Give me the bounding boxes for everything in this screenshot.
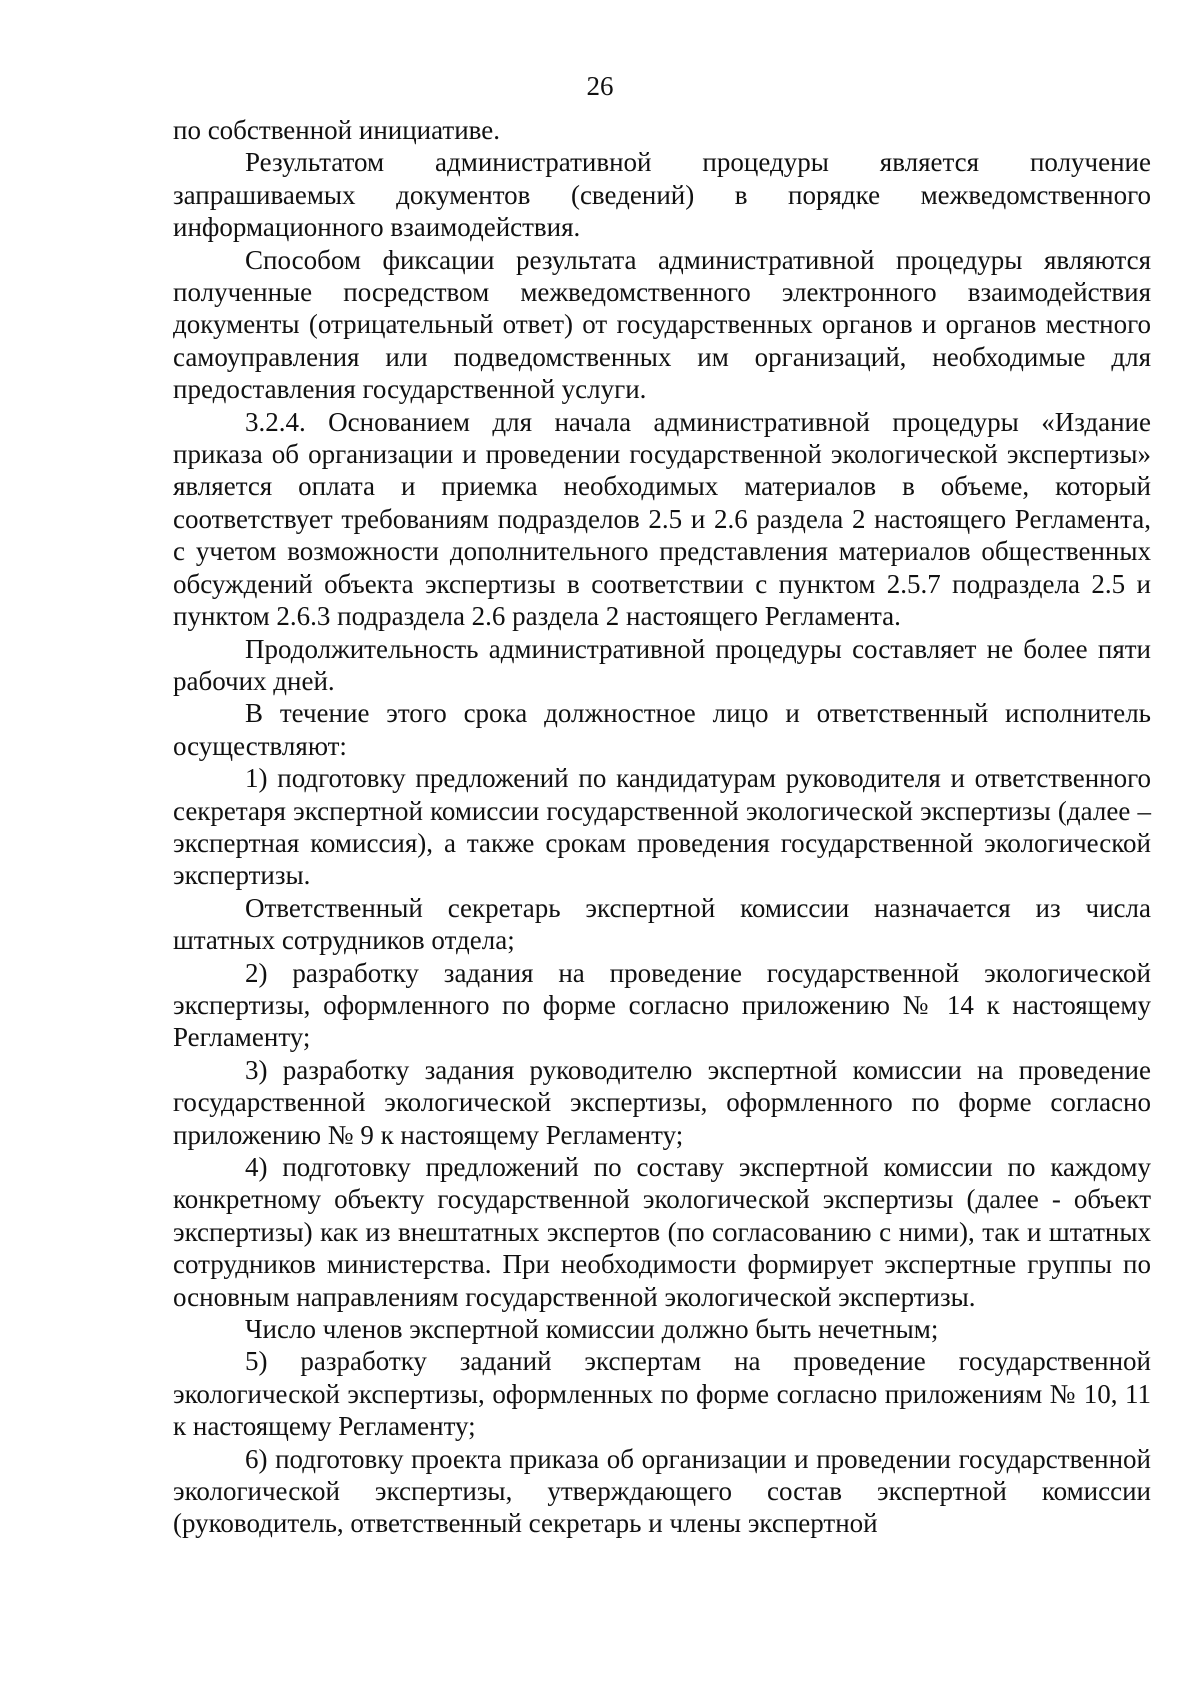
list-item-1: 1) подготовку предложений по кандидатурам руководителя и ответственного секретаря экспертной комиссии государственной экологической экспертизы (далее – экспертная комиссия), а также срокам проведения государственной экологической экспертизы.	[173, 763, 1151, 891]
list-item-6: 6) подготовку проекта приказа об организации и проведении государственной экологической экспертизы, утверждающего состав экспертной комиссии (руководитель, ответственный секретарь и члены экспертной	[173, 1443, 1151, 1539]
paragraph-result: Результатом административной процедуры является получение запрашиваемых документов (сведений) в порядке межведомственного информационного взаимодействия.	[173, 147, 1151, 243]
paragraph-members-count: Число членов экспертной комиссии должно быть нечетным;	[245, 1314, 939, 1345]
paragraph-fixation-method: Способом фиксации результата административной процедуры являются полученные посредством межведомственного электронного взаимодействия документы (отрицательный ответ) от государственных органов и органов местного самоуправления или подведомственных им организаций, необходимые для предоставления государственной услуги.	[173, 244, 1151, 405]
list-item-2: 2) разработку задания на проведение государственной экологической экспертизы, оформленного по форме согласно приложению № 14 к настоящему Регламенту;	[173, 957, 1151, 1053]
list-item-3: 3) разработку задания руководителю экспертной комиссии на проведение государственной экологической экспертизы, оформленного по форме согласно приложению № 9 к настоящему Регламенту;	[173, 1054, 1151, 1150]
list-item-4: 4) подготовку предложений по составу экспертной комиссии по каждому конкретному объекту государственной экологической экспертизы (далее - объект экспертизы) как из внештатных экспертов (по согласованию с ними), так и штатных сотрудников министерства. При необходимости формирует экспертные группы по основным направлениям государственной экологической экспертизы.	[173, 1152, 1151, 1312]
paragraph-secretary: Ответственный секретарь экспертной комиссии назначается из числа штатных сотрудников отдела;	[173, 892, 1151, 956]
paragraph-3-2-4: 3.2.4. Основанием для начала административной процедуры «Издание приказа об организации и проведении государственной экологической экспертизы» является оплата и приемка необходимых материалов в объеме, который соответствует требованиям подразделов 2.5 и 2.6 раздела 2 настоящего Регламента, с учетом возможности дополнительного представления материалов общественных обсуждений объекта экспертизы в соответствии с пунктом 2.5.7 подраздела 2.5 и пунктом 2.6.3 подраздела 2.6 раздела 2 настоящего Регламента.	[173, 406, 1151, 632]
paragraph-continuation: по собственной инициативе.	[173, 115, 500, 145]
page-number: 26	[586, 71, 614, 101]
paragraph-duration: Продолжительность административной процедуры составляет не более пяти рабочих дней.	[173, 633, 1151, 696]
list-item-5: 5) разработку заданий экспертам на проведение государственной экологической экспертизы, оформленных по форме согласно приложениям № 10, 11 к настоящему Регламенту;	[173, 1346, 1151, 1442]
document-body	[173, 114, 1151, 1540]
paragraph-responsibilities-intro: В течение этого срока должностное лицо и ответственный исполнитель осуществляют:	[173, 698, 1151, 761]
